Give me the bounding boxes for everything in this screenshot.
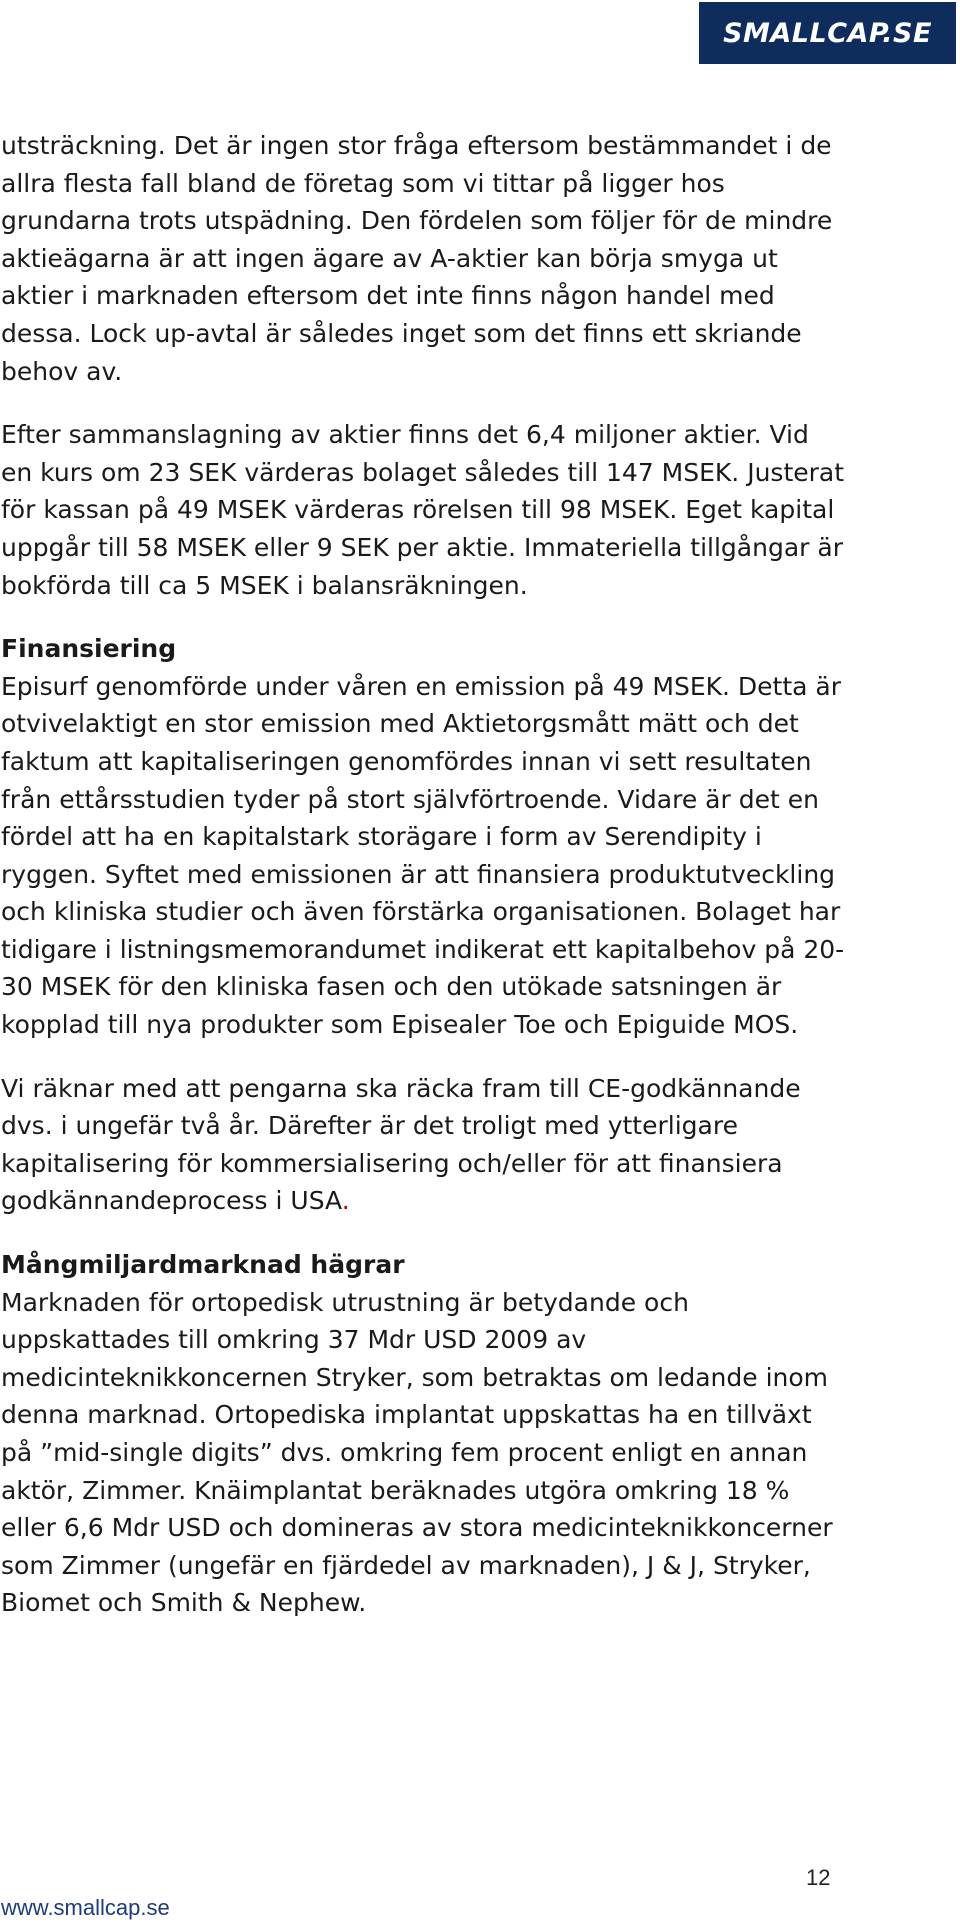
paragraph-market: Marknaden för ortopedisk utrustning är betydande och uppskattades till omkring 37 Mdr USD 2009 av medicinteknikkoncernen Stryker, som betraktas om ledande inom denna marknad. Ortopediska implantat uppskattas ha en tillväxt på ”mid-single digits” dvs. omkring fem procent enligt en annan aktör, Zimmer. Knäimplantat beräknades utgöra omkring 18 % eller 6,6 Mdr USD och domineras av stora medicinteknikkoncerner som Zimmer (ungefär en fjärdedel av marknaden), J & J, Stryker, Biomet och Smith & Nephew.	[1, 1287, 833, 1618]
logo-wordmark	[723, 18, 932, 49]
paragraph-share-structure: utsträckning. Det är ingen stor fråga eftersom bestämmandet i de allra flesta fall bland de företag som vi tittar på ligger hos grundarna trots utspädning. Den fördelen som följer för de mindre aktieägarna är att ingen ägare av A-aktier kan börja smyga ut aktier i marknaden eftersom det inte finns någon handel med dessa. Lock up-avtal är således inget som det finns ett skriande behov av.	[1, 131, 833, 386]
paragraph-capital-runway-text: Vi räknar med att pengarna ska räcka fram till CE-godkännande dvs. i ungefär två år. Därefter är det troligt med ytterligare kapitalisering för kommersialisering och/eller för att finansiera godkännandeprocess i USA	[1, 1073, 801, 1216]
page-number: 12	[806, 1865, 831, 1890]
paragraph-capital-runway	[1, 1070, 846, 1220]
logo-tld: .SE	[882, 17, 932, 49]
footer-website-link[interactable]: www.smallcap.se	[1, 1895, 170, 1920]
heading-finansiering: Finansiering	[1, 634, 177, 664]
logo-name: SMALLCAP	[723, 17, 883, 49]
heading-market: Mångmiljardmarknad hägrar	[1, 1250, 405, 1280]
paragraph-end-mark: .	[341, 1186, 350, 1216]
smallcap-logo	[699, 2, 956, 64]
paragraph-financing: Episurf genomförde under våren en emission på 49 MSEK. Detta är otvivelaktigt en stor emission med Aktietorgsmått mätt och det faktum att kapitaliseringen genomfördes innan vi sett resultaten från ettårsstudien tyder på stort självförtroende. Vidare är det en fördel att ha en kapitalstark storägare i form av Serendipity i ryggen. Syftet med emissionen är att finansiera produktutveckling och kliniska studier och även förstärka organisationen. Bolaget har tidigare i listningsmemorandumet indikerat ett kapitalbehov på 20-30 MSEK för den kliniska fasen och den utökade satsningen är kopplad till nya produkter som Episealer Toe och Epiguide MOS.	[1, 671, 845, 1040]
article-body	[1, 127, 846, 1648]
paragraph-valuation: Efter sammanslagning av aktier finns det 6,4 miljoner aktier. Vid en kurs om 23 SEK värderas bolaget således till 147 MSEK. Justerat för kassan på 49 MSEK värderas rörelsen till 98 MSEK. Eget kapital uppgår till 58 MSEK eller 9 SEK per aktie. Immateriella tillgångar är bokförda till ca 5 MSEK i balansräkningen.	[1, 420, 845, 600]
